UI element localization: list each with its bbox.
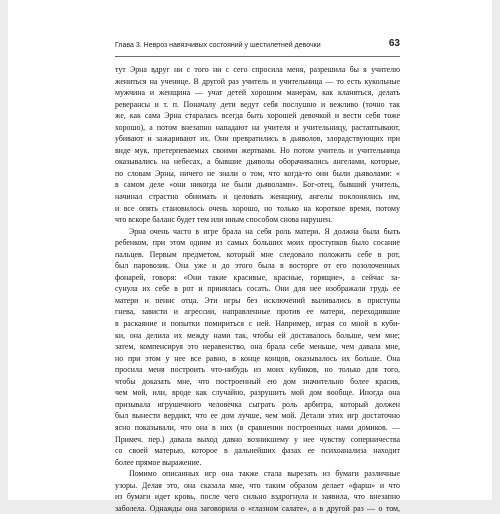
text-line: и все опять становилось очень хорошо, но только на короткое время, потому (115, 203, 400, 213)
text-line: был паровозик. Она уже и до этого была в восторге от его позолоченных (115, 261, 400, 271)
text-line: жениться на ученице. В другой раз учитель и учительница — то есть кукольные (115, 76, 400, 86)
text-line: был вынести вердикт, что ее дом лучше, чем мой. Детали этих игр достаточно (115, 411, 400, 421)
text-line: ясно показывали, что она в них (в сравнении построенных нами домиков. — (115, 422, 400, 432)
text-line: но при этом у нее все равно, в конце концов, оказывалось их больше. Она (115, 353, 400, 363)
text-line: Эрна очень часто в игре брала на себя роль матери. Я должна была быть (129, 226, 400, 236)
text-line: по словам Эрны, ничего не знали о том, что когда-то они были дьяволами: « (115, 168, 400, 178)
text-line: чтобы доказать мне, что построенный ею дом значительно более красив, (115, 376, 400, 386)
text-line: чем мой, или, вроде как случайно, разрушить мой дом вообще. Иногда она (115, 388, 400, 398)
text-line: призывала игрушечного человечка сыграть роль арбитра, который должен (115, 399, 400, 409)
text-line: затем, компенсируя это неравенство, она брала себе меньше, чем давала мне, (115, 342, 400, 352)
text-line: матери и пенис отца. Эти игры без исключений выливались в приступы (115, 295, 400, 305)
text-line: ребенком, при этом одним из самых больших моих проступков было сосание (115, 238, 400, 248)
text-line: узоры. Делая это, она сказала мне, что таким образом делает «фарш» и что (115, 480, 400, 490)
text-line: Примеч. пер.) давала выход давно возникшему у нее чувству соперничества (115, 434, 400, 444)
text-line: виде мук, претерпеваемых своими жертвами. Но потом учитель и учительница (115, 145, 400, 155)
text-line: мужчина и женщина — учат детей хорошим манерам, как кланяться, делать (115, 88, 400, 98)
text-line: ки, она делила их между нами так, чтобы ей доставалось больше, чем мне; (115, 330, 400, 340)
header-rule (115, 56, 400, 57)
text-line: же, как сама Эрна старалась всегда быть хорошей девочкой и вести себя тоже (115, 111, 400, 121)
text-line: сунула их себе в рот и принялась сосать. Они для нее изображали грудь ее (115, 284, 400, 294)
text-line: более прямое выражение. (115, 457, 202, 467)
text-line: в раскаяние и попытки помириться с ней. Например, играя со мной в куби- (115, 319, 400, 329)
text-line: Помимо описанных игр она также стала вырезать из бумаги различные (129, 469, 400, 479)
text-line: из бумаги идет кровь, после чего сильно вздрогнула и заявила, что внезапно (115, 492, 400, 502)
text-line: гнева, зависти и агрессии, направленные против ее матери, переходившие (115, 307, 400, 317)
body-text (115, 64, 400, 514)
running-header (115, 40, 400, 54)
text-line: фонарей, говоря: «Они такие красивые, красные, горящие», а сейчас за- (115, 272, 400, 282)
text-line: в самом деле «они никогда не были дьяволами». Бог-отец, бывший учитель, (115, 180, 400, 190)
text-line: начинал страстно обнимать и целовать женщину, ангелы поклонялись им, (115, 192, 400, 202)
text-line: оказывались на небесах, а бывшие дьяволы оборачивались ангелами, которые, (115, 157, 400, 167)
page-number: 63 (388, 38, 400, 49)
text-line: тут Эрна вдруг ни с того ни с сего спросила меня, разрешила бы я учителю (115, 65, 400, 74)
chapter-title: Глава 3. Невроз навязчивых состояний у шестилетней девочки (115, 42, 321, 49)
text-line: со своей матерью, которое в дальнейших фазах ее психоанализа находит (115, 446, 400, 456)
text-line: просила меня построить что-нибудь из моих кубиков, но только для того, (115, 365, 400, 375)
text-line: реверансы и т. п. Поначалу дети ведут себя послушно и вежливо (точно так (115, 99, 400, 109)
text-line: что вскоре баланс будет тем или иным способом снова нарушен. (115, 215, 333, 225)
text-line: заболела. Однажды она заговорила о «глазном салате», а в другой раз — о том, (115, 503, 400, 513)
text-line: хорошо), а потом внезапно нападают на учителя и учительницу, растаптывают, (115, 122, 400, 132)
text-line: пальцев. Первым предметом, который мне следовало положить себе в рот, (115, 249, 400, 259)
text-line: убивают и зажаривают их. Они превратились в дьяволов, злорадствующих при (115, 134, 400, 144)
